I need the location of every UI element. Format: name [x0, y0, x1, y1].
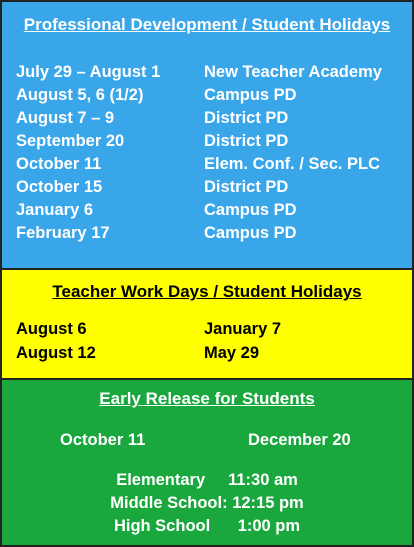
pd-row	[16, 178, 406, 202]
er-date: December 20	[248, 431, 351, 449]
release-time: 11:30 am	[228, 471, 298, 489]
pd-type: New Teacher Academy	[204, 63, 382, 81]
teacher-work-days-panel	[0, 268, 414, 378]
school-level: Elementary	[116, 471, 206, 489]
twd-date: August 6	[16, 320, 87, 338]
pd-date: January 6	[16, 201, 94, 219]
pd-date: August 7 – 9	[16, 109, 115, 127]
pd-date: October 15	[16, 178, 103, 196]
pd-type: Campus PD	[204, 86, 297, 104]
pd-row	[16, 155, 406, 179]
release-time: 1:00 pm	[237, 517, 301, 535]
pd-date: September 20	[16, 132, 125, 150]
pd-row	[16, 86, 406, 110]
pd-type: District PD	[204, 132, 289, 150]
pd-row	[16, 201, 406, 225]
pd-row	[16, 132, 406, 156]
twd-date: May 29	[204, 344, 260, 362]
professional-development-panel	[0, 0, 414, 268]
pd-row	[16, 224, 406, 248]
pd-date: October 11	[16, 155, 102, 173]
school-level: Middle School:	[110, 494, 228, 512]
pd-type: District PD	[204, 109, 289, 127]
twd-date: August 12	[16, 344, 96, 362]
pd-type: Elem. Conf. / Sec. PLC	[204, 155, 381, 173]
school-level: High School	[113, 517, 211, 535]
release-time-row	[2, 471, 412, 490]
er-date: October 11	[60, 431, 146, 449]
pd-date: February 17	[16, 224, 110, 242]
pd-title: Professional Development / Student Holidays	[23, 15, 391, 34]
er-title: Early Release for Students	[99, 389, 315, 408]
release-time-row	[2, 517, 412, 536]
release-time-row	[2, 494, 412, 513]
pd-date: July 29 – August 1	[16, 63, 161, 81]
pd-type: Campus PD	[204, 224, 297, 242]
early-release-panel	[0, 378, 414, 547]
release-time: 12:15 pm	[232, 494, 304, 512]
pd-row	[16, 63, 406, 87]
pd-row	[16, 109, 406, 133]
pd-type: Campus PD	[204, 201, 297, 219]
pd-date: August 5, 6 (1/2)	[16, 86, 144, 104]
twd-date: January 7	[204, 320, 282, 338]
pd-type: District PD	[204, 178, 289, 196]
twd-title: Teacher Work Days / Student Holidays	[52, 282, 362, 301]
